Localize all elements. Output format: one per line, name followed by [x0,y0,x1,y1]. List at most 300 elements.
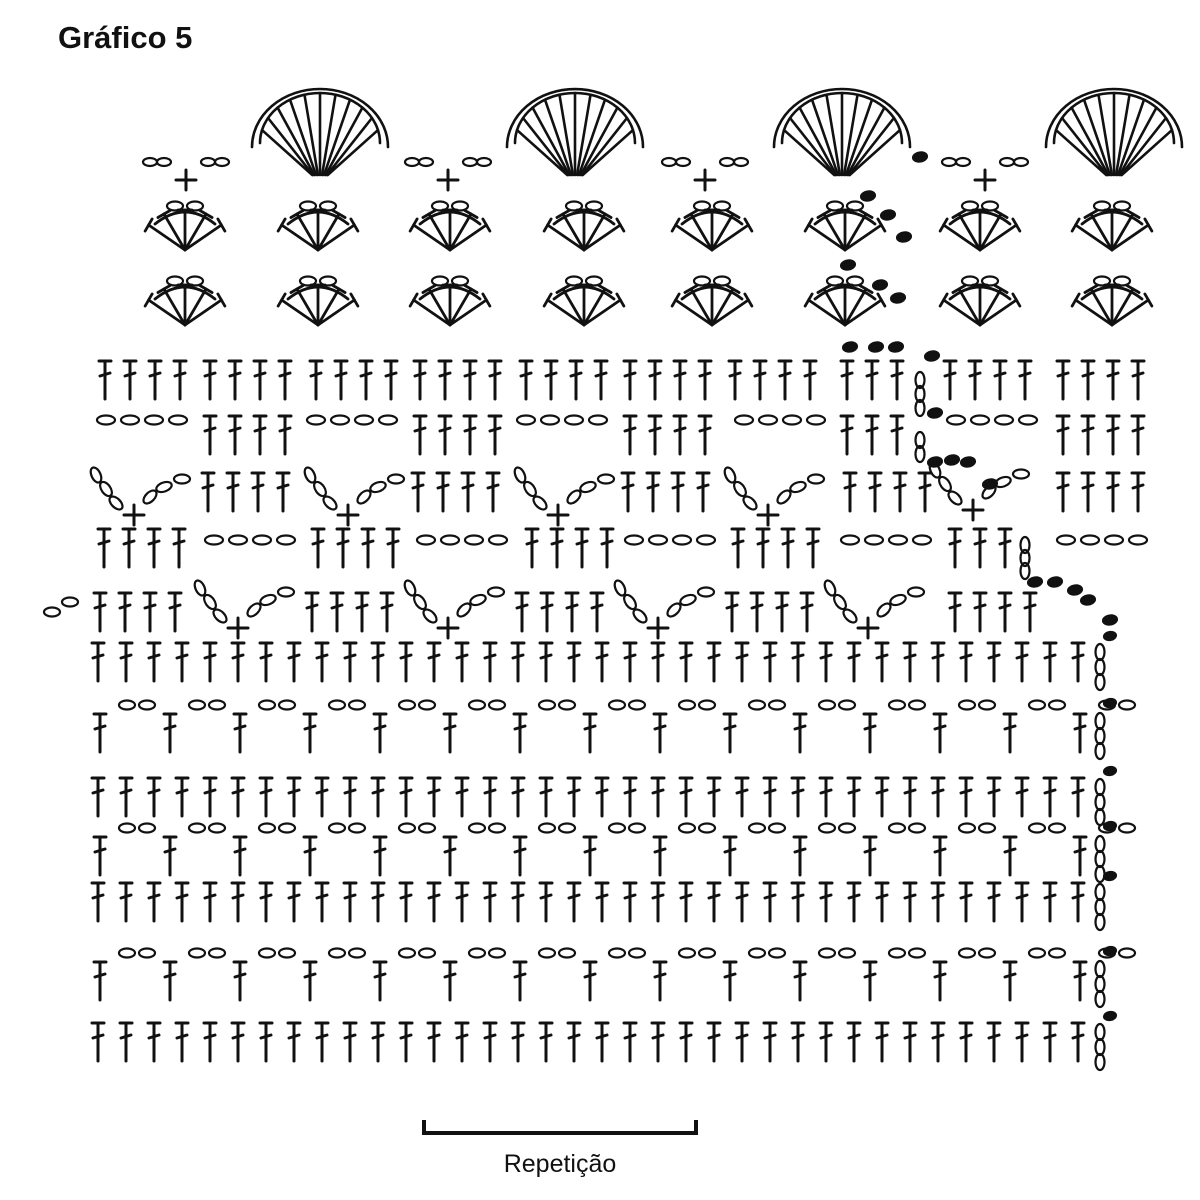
double-crochet-icon [584,714,596,752]
double-crochet-icon [400,643,412,681]
chain-icon [419,949,435,958]
double-crochet-icon [724,714,736,752]
chain-icon [942,158,956,166]
chain-icon [253,536,271,545]
chain-icon [889,949,905,958]
chain-icon [139,824,155,833]
double-crochet-icon [437,473,449,511]
double-crochet-icon [708,883,720,921]
chain-icon [469,949,485,958]
double-crochet-icon [792,883,804,921]
double-crochet-icon [428,1023,440,1061]
double-crochet-icon [173,529,185,567]
chain-icon [157,158,171,166]
chain-icon [1013,470,1029,479]
chain-icon [1129,536,1147,545]
double-crochet-icon [566,593,578,631]
chain-icon [694,202,710,211]
double-crochet-icon [176,883,188,921]
double-crochet-icon [570,361,582,399]
double-crochet-icon [232,643,244,681]
double-crochet-icon [596,778,608,816]
double-crochet-icon [848,1023,860,1061]
chain-icon [300,202,316,211]
chain-icon [278,588,294,597]
double-crochet-icon [820,883,832,921]
chain-icon [321,494,339,512]
double-crochet-icon [1072,778,1084,816]
double-crochet-icon [414,361,426,399]
double-crochet-icon [316,643,328,681]
double-crochet-icon [232,1023,244,1061]
double-crochet-icon [120,778,132,816]
double-crochet-icon [932,643,944,681]
double-crochet-icon [335,361,347,399]
double-crochet-icon [254,416,266,454]
double-crochet-icon [1072,883,1084,921]
double-crochet-icon [757,529,769,567]
double-crochet-icon [672,473,684,511]
chain-icon [839,949,855,958]
double-crochet-icon [464,361,476,399]
chain-icon [1094,202,1110,211]
double-crochet-icon [934,714,946,752]
chain-icon [419,701,435,710]
chain-icon [1057,536,1075,545]
picot-cluster-icon [805,210,885,250]
single-crochet-icon [695,170,715,190]
double-crochet-icon [724,837,736,875]
double-crochet-icon [456,1023,468,1061]
chain-icon [259,949,275,958]
double-crochet-icon [652,643,664,681]
double-crochet-icon [202,473,214,511]
double-crochet-icon [1044,883,1056,921]
double-crochet-icon [736,643,748,681]
chain-icon [1096,884,1105,900]
chain-icon [1119,949,1135,958]
double-crochet-icon [736,778,748,816]
picot-cluster-icon [672,210,752,250]
double-crochet-icon [204,883,216,921]
double-crochet-icon [904,778,916,816]
slip-stitch-icon [1027,576,1042,587]
double-crochet-icon [988,778,1000,816]
double-crochet-icon [876,1023,888,1061]
chain-icon [300,277,316,286]
double-crochet-icon [576,529,588,567]
chain-icon [1094,277,1110,286]
double-crochet-icon [794,714,806,752]
chain-icon [735,416,753,425]
double-crochet-icon [591,593,603,631]
double-crochet-icon [94,593,106,631]
chain-icon [145,416,163,425]
chain-icon [662,158,676,166]
chain-icon [699,701,715,710]
double-crochet-icon [988,883,1000,921]
double-crochet-icon [540,778,552,816]
double-crochet-icon [414,416,426,454]
double-crochet-icon [484,883,496,921]
chain-icon [539,949,555,958]
double-crochet-icon [776,593,788,631]
double-crochet-icon [904,643,916,681]
double-crochet-icon [540,1023,552,1061]
double-crochet-icon [960,883,972,921]
chain-icon [167,202,183,211]
single-crochet-icon [338,505,358,525]
chain-icon [566,277,582,286]
chain-icon [477,158,491,166]
double-crochet-icon [729,361,741,399]
double-crochet-icon [229,416,241,454]
chain-icon [841,607,859,625]
double-crochet-icon [568,1023,580,1061]
double-crochet-icon [994,361,1006,399]
double-crochet-icon [974,593,986,631]
double-crochet-icon [792,1023,804,1061]
chain-icon [399,701,415,710]
chain-icon [531,494,549,512]
double-crochet-icon [820,1023,832,1061]
chain-icon [259,824,275,833]
slip-stitch-icon [868,341,883,352]
double-crochet-icon [1132,361,1144,399]
chain-icon [676,158,690,166]
slip-stitch-icon [944,454,959,465]
single-crochet-icon [858,618,878,638]
double-crochet-icon [514,714,526,752]
double-crochet-icon [400,1023,412,1061]
chain-icon [679,701,695,710]
chain-icon [62,598,78,607]
chain-icon [937,475,954,493]
chain-icon [694,277,710,286]
single-crochet-icon [228,618,248,638]
double-crochet-icon [999,593,1011,631]
double-crochet-icon [92,883,104,921]
chain-icon [259,593,277,607]
double-crochet-icon [484,1023,496,1061]
double-crochet-icon [288,883,300,921]
slip-stitch-icon [1067,584,1082,595]
double-crochet-icon [360,361,372,399]
chain-icon [202,593,219,611]
chain-icon [349,824,365,833]
chain-icon [982,277,998,286]
picot-cluster-icon [805,285,885,325]
chain-icon [749,701,765,710]
double-crochet-icon [894,473,906,511]
double-crochet-icon [736,883,748,921]
double-crochet-icon [372,643,384,681]
chain-icon [355,416,373,425]
double-crochet-icon [279,361,291,399]
double-crochet-icon [680,778,692,816]
double-crochet-icon [232,883,244,921]
double-crochet-icon [1072,643,1084,681]
double-crochet-icon [1024,593,1036,631]
chain-icon [832,593,849,611]
double-crochet-icon [864,962,876,1000]
chain-icon [419,158,433,166]
chain-icon [827,277,843,286]
double-crochet-icon [622,473,634,511]
chain-icon [589,416,607,425]
double-crochet-icon [94,714,106,752]
chain-icon [995,416,1013,425]
double-crochet-icon [400,778,412,816]
double-crochet-icon [372,1023,384,1061]
double-crochet-icon [708,1023,720,1061]
double-crochet-icon [148,883,160,921]
double-crochet-icon [176,643,188,681]
double-crochet-icon [512,778,524,816]
double-crochet-icon [94,962,106,1000]
chain-icon [807,416,825,425]
chain-icon [469,824,485,833]
double-crochet-icon [1074,714,1086,752]
chain-icon [1096,728,1105,744]
chain-icon [759,416,777,425]
double-crochet-icon [949,529,961,567]
double-crochet-icon [680,1023,692,1061]
double-crochet-icon [624,643,636,681]
chain-icon [97,416,115,425]
chain-icon [598,475,614,484]
double-crochet-icon [484,778,496,816]
chain-icon [1096,779,1105,795]
chain-icon [971,416,989,425]
double-crochet-icon [520,361,532,399]
chain-icon [913,536,931,545]
shell-fan-icon [1046,89,1182,175]
double-crochet-icon [428,778,440,816]
chain-icon [1096,674,1105,690]
double-crochet-icon [204,643,216,681]
chain-icon [209,701,225,710]
double-crochet-icon [374,962,386,1000]
chain-icon [979,949,995,958]
double-crochet-icon [144,593,156,631]
chain-icon [699,949,715,958]
single-crochet-icon [176,170,196,190]
chain-icon [783,416,801,425]
double-crochet-icon [439,416,451,454]
double-crochet-icon [654,714,666,752]
chain-icon [432,277,448,286]
double-crochet-icon [174,361,186,399]
double-crochet-icon [337,529,349,567]
double-crochet-icon [148,778,160,816]
slip-stitch-icon [924,350,939,361]
double-crochet-icon [1016,643,1028,681]
double-crochet-icon [304,962,316,1000]
slip-stitch-icon [890,292,905,303]
chain-icon [1096,659,1105,675]
single-crochet-icon [648,618,668,638]
double-crochet-icon [988,643,1000,681]
slip-stitch-icon [1080,594,1095,605]
double-crochet-icon [568,778,580,816]
double-crochet-icon [969,361,981,399]
double-crochet-icon [204,361,216,399]
chain-icon [1019,416,1037,425]
chain-icon [399,949,415,958]
double-crochet-icon [176,1023,188,1061]
double-crochet-icon [1016,883,1028,921]
double-crochet-icon [1044,643,1056,681]
chain-icon [155,480,173,494]
double-crochet-icon [234,837,246,875]
double-crochet-icon [848,643,860,681]
double-crochet-icon [697,473,709,511]
double-crochet-icon [344,643,356,681]
double-crochet-icon [1019,361,1031,399]
chain-icon [139,949,155,958]
double-crochet-icon [148,529,160,567]
double-crochet-icon [1057,361,1069,399]
slip-stitch-icon [1047,576,1062,587]
chain-icon [909,824,925,833]
chain-icon [1096,851,1105,867]
single-crochet-icon [124,505,144,525]
slip-stitch-icon [872,279,887,290]
double-crochet-icon [120,1023,132,1061]
double-crochet-icon [934,962,946,1000]
chain-icon [201,158,215,166]
double-crochet-icon [164,962,176,1000]
picot-cluster-icon [672,285,752,325]
double-crochet-icon [708,778,720,816]
chain-icon [769,949,785,958]
chain-icon [452,202,468,211]
chain-icon [827,202,843,211]
chain-icon [215,158,229,166]
double-crochet-icon [726,593,738,631]
double-crochet-icon [169,593,181,631]
double-crochet-icon [1057,416,1069,454]
double-crochet-icon [932,1023,944,1061]
double-crochet-icon [512,643,524,681]
slip-stitch-icon [912,151,927,162]
chain-icon [847,202,863,211]
double-crochet-icon [988,1023,1000,1061]
shell-fan-icon [774,89,910,175]
chain-icon [847,277,863,286]
chain-icon [107,494,125,512]
chain-icon [1049,701,1065,710]
slip-stitch-icon [888,341,903,352]
chain-icon [947,416,965,425]
slip-stitch-icon [1103,698,1116,708]
chain-icon [769,824,785,833]
chain-icon [982,202,998,211]
double-crochet-icon [754,361,766,399]
chain-icon [959,949,975,958]
double-crochet-icon [362,529,374,567]
chain-icon [1096,866,1105,882]
picot-cluster-icon [940,210,1020,250]
chain-icon [559,701,575,710]
chain-icon [369,480,387,494]
chain-icon [631,607,649,625]
chain-icon [312,480,329,498]
double-crochet-icon [541,593,553,631]
double-crochet-icon [149,361,161,399]
double-crochet-icon [288,643,300,681]
chain-icon [741,494,759,512]
double-crochet-icon [148,643,160,681]
double-crochet-icon [277,473,289,511]
single-crochet-icon [438,618,458,638]
double-crochet-icon [1132,473,1144,511]
double-crochet-icon [514,962,526,1000]
double-crochet-icon [260,778,272,816]
chain-icon [121,416,139,425]
chain-icon [734,158,748,166]
double-crochet-icon [1082,416,1094,454]
double-crochet-icon [123,529,135,567]
double-crochet-icon [647,473,659,511]
double-crochet-icon [545,361,557,399]
chain-icon [421,607,439,625]
chain-icon [209,824,225,833]
double-crochet-icon [764,643,776,681]
double-crochet-icon [1107,361,1119,399]
double-crochet-icon [428,883,440,921]
chain-icon [349,949,365,958]
slip-stitch-icon [842,341,857,352]
chain-icon [465,536,483,545]
double-crochet-icon [751,593,763,631]
double-crochet-icon [1004,837,1016,875]
double-crochet-icon [456,778,468,816]
chain-icon [749,949,765,958]
picot-cluster-icon [145,285,225,325]
chain-icon [839,824,855,833]
double-crochet-icon [204,416,216,454]
double-crochet-icon [804,361,816,399]
chain-icon [119,824,135,833]
chain-icon [432,202,448,211]
double-crochet-icon [344,1023,356,1061]
double-crochet-icon [456,643,468,681]
double-crochet-icon [164,714,176,752]
double-crochet-icon [374,714,386,752]
chain-icon [98,480,115,498]
double-crochet-icon [680,643,692,681]
picot-cluster-icon [1072,210,1152,250]
chain-icon [1119,824,1135,833]
chain-icon [489,949,505,958]
double-crochet-icon [652,778,664,816]
chain-icon [419,824,435,833]
picot-cluster-icon [278,210,358,250]
chain-icon [979,824,995,833]
double-crochet-icon [568,883,580,921]
chain-icon [909,701,925,710]
double-crochet-icon [794,962,806,1000]
double-crochet-icon [876,883,888,921]
slip-stitch-icon [1103,821,1116,831]
chain-icon [714,277,730,286]
double-crochet-icon [782,529,794,567]
double-crochet-icon [869,473,881,511]
double-crochet-icon [919,473,931,511]
double-crochet-icon [400,883,412,921]
